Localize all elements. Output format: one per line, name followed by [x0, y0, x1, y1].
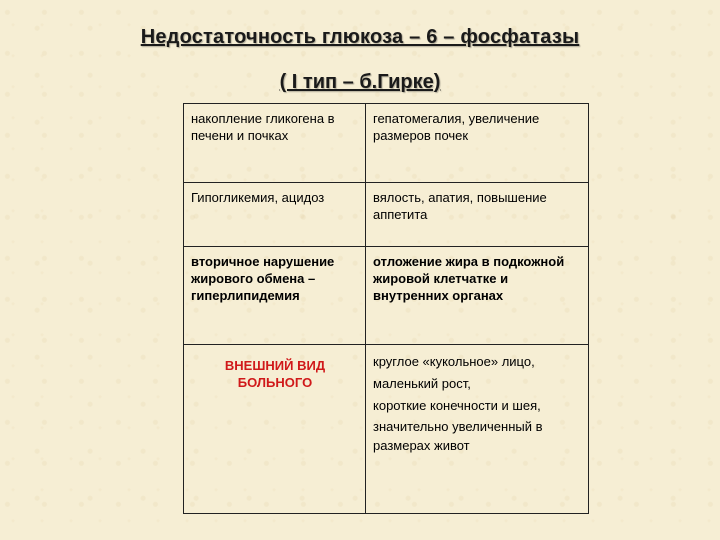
table-cell-effect — [366, 104, 589, 183]
appearance-item: значительно увеличенный в размерах живот — [373, 419, 543, 453]
appearance-item: круглое «кукольное» лицо, — [373, 354, 535, 369]
cell-text: вялость, апатия, повышение аппетита — [373, 190, 547, 222]
table-cell-cause — [184, 183, 366, 247]
slide-subtitle: ( I тип – б.Гирке) — [279, 71, 441, 93]
cell-text: вторичное нарушение жирового обмена – гиперлипидемия — [191, 254, 335, 303]
cell-text: Гипогликемия, ацидоз — [191, 190, 325, 205]
appearance-heading: ВНЕШНИЙ ВИД БОЛЬНОГО — [224, 358, 326, 390]
table-cell-effect — [366, 345, 589, 514]
table-row — [184, 104, 589, 183]
table-cell-cause — [184, 247, 366, 345]
cell-text: отложение жира в подкожной жировой клетчатке и внутренних органах — [373, 254, 565, 303]
slide-title: Недостаточность глюкоза – 6 – фосфатазы — [140, 26, 580, 48]
table-row — [184, 345, 589, 514]
table-cell-cause — [184, 104, 366, 183]
symptoms-table — [183, 103, 589, 514]
cell-text: накопление гликогена в печени и почках — [191, 111, 335, 143]
table-row — [184, 247, 589, 345]
table-cell-effect — [366, 183, 589, 247]
table-cell-cause — [184, 345, 366, 514]
cell-text: гепатомегалия, увеличение размеров почек — [373, 111, 540, 143]
appearance-item: короткие конечности и шея, — [373, 398, 541, 413]
table-row — [184, 183, 589, 247]
appearance-item: маленький рост, — [373, 376, 471, 391]
table-cell-effect — [366, 247, 589, 345]
